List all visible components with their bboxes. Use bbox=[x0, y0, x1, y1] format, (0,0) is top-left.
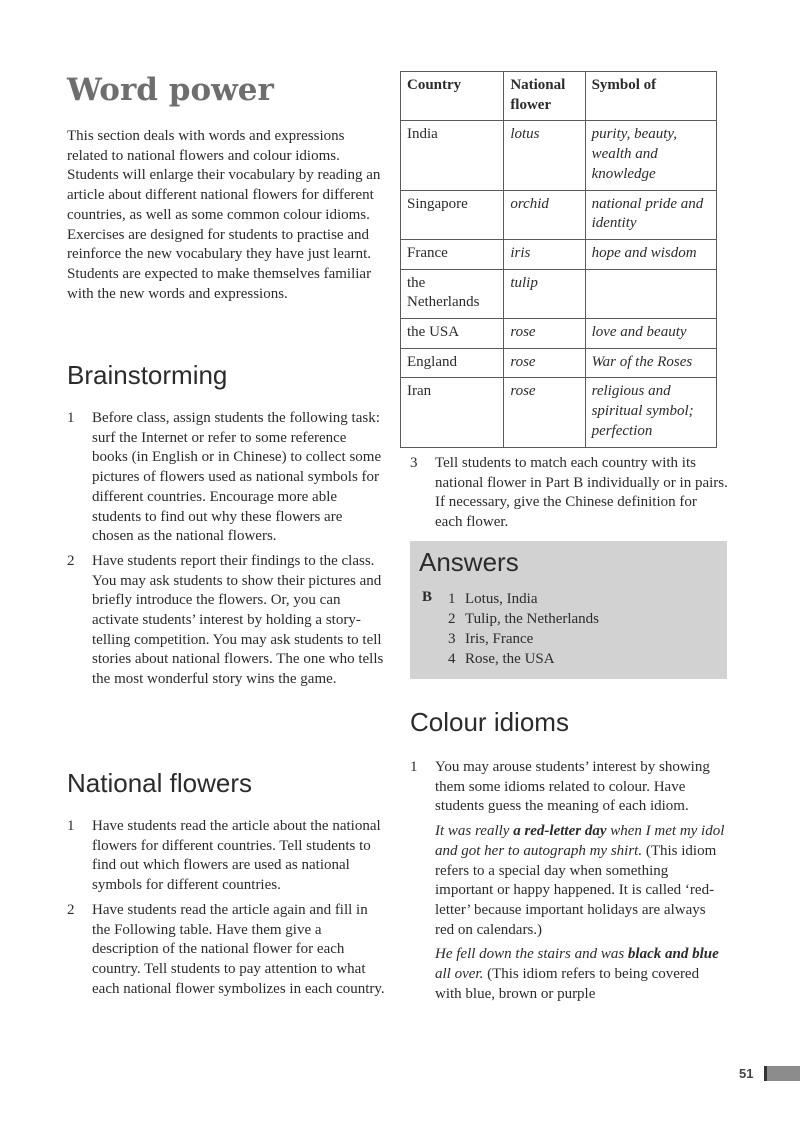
table-cell: lotus bbox=[504, 121, 585, 190]
brainstorming-heading: Brainstorming bbox=[67, 360, 228, 390]
table-cell: iris bbox=[504, 239, 585, 269]
column-header: Country bbox=[401, 72, 504, 121]
list-item bbox=[448, 649, 599, 669]
item-number: 1 bbox=[67, 818, 75, 834]
table-cell: the USA bbox=[401, 319, 504, 349]
item-text: Iris, France bbox=[465, 631, 534, 647]
item-number: 3 bbox=[448, 631, 456, 647]
table-cell bbox=[585, 269, 716, 318]
table-row bbox=[401, 121, 717, 190]
table-cell: England bbox=[401, 348, 504, 378]
item-text: Have students report their findings to the class. You may ask students to show their pictures and briefly introduce the flowers. Or, you can activate students’ interest by holding a story-telling competition. You may ask students to tell stories about national flowers. The one who tells the most wonderful story wins the game. bbox=[92, 552, 384, 688]
answers-box bbox=[410, 541, 727, 679]
idiom-example bbox=[435, 822, 728, 940]
table-header-row bbox=[401, 72, 717, 121]
example-text: It was really bbox=[435, 823, 514, 840]
list-item bbox=[67, 552, 385, 690]
item-number: 2 bbox=[67, 901, 75, 918]
national-flowers-list bbox=[67, 817, 385, 1004]
national-flowers-table bbox=[400, 71, 717, 448]
item-number: 2 bbox=[448, 611, 456, 627]
table-cell: the Netherlands bbox=[401, 269, 504, 318]
table-cell: orchid bbox=[504, 190, 585, 239]
item-number: 1 bbox=[448, 591, 456, 607]
item-text: Tell students to match each country with its national flower in Part B individually or in pairs. If necessary, give the Chinese definition for each flower. bbox=[435, 455, 728, 531]
item-number: 3 bbox=[410, 455, 418, 471]
idiom-example bbox=[435, 945, 728, 1004]
table-cell: rose bbox=[504, 348, 585, 378]
page-number-bar bbox=[764, 1066, 800, 1081]
idiom-explanation: (This idiom refers to being covered with blue, brown or purple bbox=[435, 966, 700, 1002]
item-number: 2 bbox=[67, 552, 75, 569]
item-text: Have students read the article about the national flowers for different countries. Tell students to find out which flowers are used as national symbols for different countries. bbox=[92, 818, 381, 894]
column-header: National flower bbox=[504, 72, 585, 121]
page-number: 51 bbox=[739, 1066, 754, 1081]
table-cell: national pride and identity bbox=[585, 190, 716, 239]
idiom-explanation: (This idiom refers to a special day when something important or happy happened. It is called ‘red-letter’ because important holidays are always red on calendars.) bbox=[435, 842, 717, 938]
item-text: You may arouse students’ interest by showing them some idioms related to colour. Have students guess the meaning of each idiom. bbox=[435, 759, 710, 815]
list-item bbox=[67, 817, 385, 896]
table-cell: tulip bbox=[504, 269, 585, 318]
table-row bbox=[401, 269, 717, 318]
example-text: He fell down the stairs and was bbox=[435, 946, 628, 963]
item-text: Lotus, India bbox=[465, 591, 538, 607]
table-cell: France bbox=[401, 239, 504, 269]
table-row bbox=[401, 190, 717, 239]
list-item bbox=[448, 609, 599, 629]
column-header: Symbol of bbox=[585, 72, 716, 121]
brainstorming-list bbox=[67, 409, 385, 695]
national-flowers-list-continued bbox=[410, 454, 728, 538]
table-cell: rose bbox=[504, 378, 585, 447]
item-number: 4 bbox=[448, 651, 456, 667]
list-item bbox=[67, 409, 385, 547]
table-cell: hope and wisdom bbox=[585, 239, 716, 269]
idiom-term: black and blue bbox=[627, 946, 719, 963]
example-text: all over. bbox=[435, 966, 484, 983]
list-item bbox=[448, 589, 599, 609]
table-cell: rose bbox=[504, 319, 585, 349]
item-text: Rose, the USA bbox=[465, 651, 555, 667]
item-number: 1 bbox=[67, 410, 75, 426]
table-cell: War of the Roses bbox=[585, 348, 716, 378]
table-row bbox=[401, 239, 717, 269]
table-cell: religious and spiritual symbol; perfection bbox=[585, 378, 716, 447]
item-number: 1 bbox=[410, 759, 418, 775]
table-cell: Iran bbox=[401, 378, 504, 447]
table-row bbox=[401, 378, 717, 447]
answers-list bbox=[448, 589, 599, 669]
item-text: Have students read the article again and fill in the Following table. Have them give a description of the national flower for each country. Tell students to pay attention to what each national flower symbolizes in each country. bbox=[92, 901, 385, 997]
table-row bbox=[401, 319, 717, 349]
table-cell: purity, beauty, wealth and knowledge bbox=[585, 121, 716, 190]
idiom-term: a red-letter day bbox=[513, 823, 607, 840]
table-cell: Singapore bbox=[401, 190, 504, 239]
intro-paragraph: This section deals with words and expressions related to national flowers and colour idioms. Students will enlarge their vocabulary by reading an article about different national flowers for different countries, as well as some common colour idioms. Exercises are designed for students to practise and reinforce the new vocabulary they have just learnt. Students are expected to make themselves familiar with the new words and expressions. bbox=[67, 128, 381, 302]
table-cell: India bbox=[401, 121, 504, 190]
answers-part-label: B bbox=[422, 589, 433, 605]
national-flowers-heading: National flowers bbox=[67, 768, 252, 798]
list-item bbox=[448, 629, 599, 649]
table-row bbox=[401, 348, 717, 378]
example-text: when I met my idol and got her to autograph my shirt. bbox=[435, 823, 725, 859]
answers-heading: Answers bbox=[419, 547, 519, 577]
colour-idioms-heading: Colour idioms bbox=[410, 707, 569, 737]
page-title: Word power bbox=[67, 72, 274, 108]
colour-idioms-list bbox=[410, 758, 728, 1009]
list-item bbox=[410, 758, 728, 1004]
item-text: Tulip, the Netherlands bbox=[465, 611, 600, 627]
list-item bbox=[67, 901, 385, 1000]
list-item bbox=[410, 454, 728, 533]
table-cell: love and beauty bbox=[585, 319, 716, 349]
item-text: Before class, assign students the following task: surf the Internet or refer to some reference books (in English or in Chinese) to collect some pictures of flowers used as national symbols for different countries. Encourage more able students to find out why these flowers are chosen as the national flowers. bbox=[92, 410, 382, 545]
